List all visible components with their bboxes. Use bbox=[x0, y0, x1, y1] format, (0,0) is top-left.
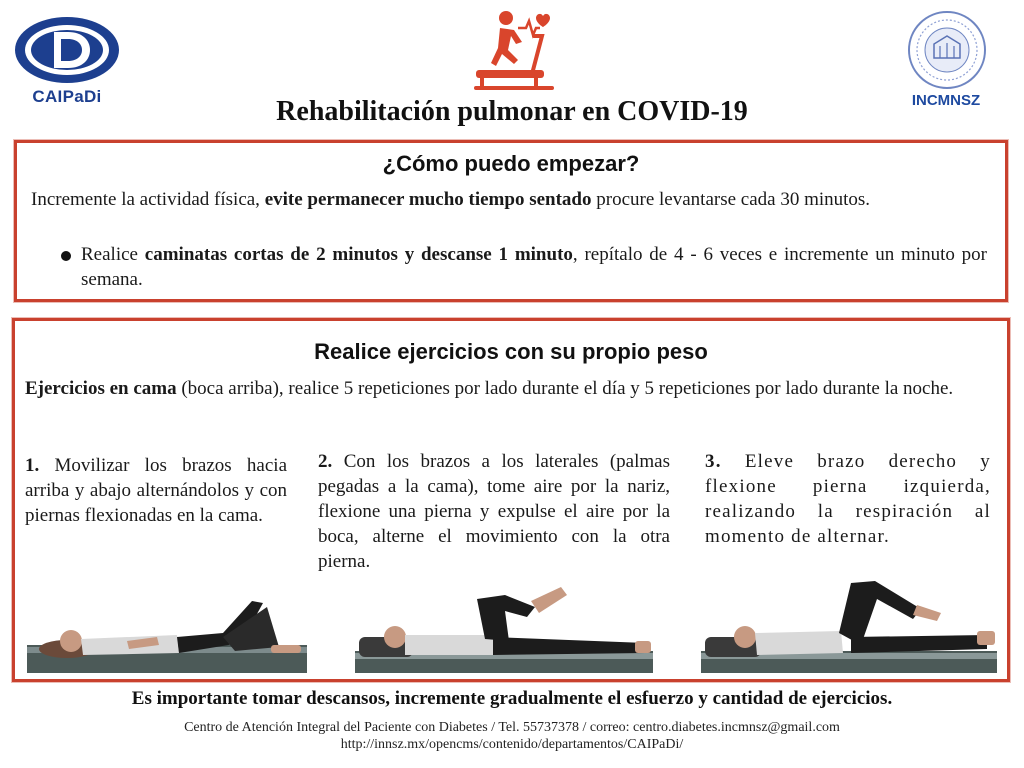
incmnsz-logo-text: INCMNSZ bbox=[911, 92, 981, 109]
bullet-dot-icon bbox=[61, 251, 71, 261]
exercise-text: Movilizar los brazos hacia arriba y abajo alternándolos y con piernas flexionadas en la cama. bbox=[25, 455, 287, 526]
exercise-text: Con los brazos a los laterales (palmas pegadas a la cama), tome aire por la nariz, flexione una pierna y expulse el aire por la boca, alterne el movimiento con la otra pierna. bbox=[318, 451, 670, 572]
exercise-1 bbox=[25, 453, 287, 528]
exercise-number: 3. bbox=[705, 451, 722, 472]
exercise-3 bbox=[705, 449, 991, 549]
intro-text-end: procure levantarse cada 30 minutos. bbox=[591, 189, 871, 210]
exercise-1-photo bbox=[27, 593, 307, 673]
page-title: Rehabilitación pulmonar en COVID-19 bbox=[276, 96, 748, 127]
exercise-number: 2. bbox=[318, 451, 333, 472]
exercises-intro bbox=[25, 376, 999, 401]
exercises-title: Realice ejercicios con su propio peso bbox=[314, 339, 708, 364]
bullet-text-bold: caminatas cortas de 2 minutos y descanse 1 minuto bbox=[144, 244, 573, 265]
intro-text-bold: evite permanecer mucho tiempo sentado bbox=[264, 189, 592, 210]
footer-contact: Centro de Atención Integral del Paciente con Diabetes / Tel. 55737378 / correo: centro.diabetes.incmnsz@gmail.com bbox=[184, 720, 840, 735]
exercises-box bbox=[12, 318, 1010, 682]
bullet-text-start: Realice bbox=[81, 244, 145, 265]
treadmill-icon bbox=[470, 8, 558, 92]
exercises-intro-bold: Ejercicios en cama bbox=[25, 378, 177, 399]
footer-url[interactable]: http://innsz.mx/opencms/contenido/departamentos/CAIPaDi/ bbox=[340, 737, 684, 752]
walking-bullet-text bbox=[81, 242, 987, 292]
caipadi-logo-text: CAIPaDi bbox=[32, 87, 102, 106]
incmnsz-seal bbox=[904, 10, 990, 90]
exercise-3-photo bbox=[701, 579, 997, 673]
exercise-2-photo bbox=[355, 579, 653, 673]
getting-started-box bbox=[14, 140, 1008, 302]
bullet-text-end: , repítalo de 4 - 6 veces e incremente un minuto por semana. bbox=[81, 244, 988, 290]
exercise-text: Eleve brazo derecho y flexione pierna izquierda, realizando la respiración al momento de alternar. bbox=[705, 451, 991, 547]
bottom-note: Es importante tomar descansos, incremente gradualmente el esfuerzo y cantidad de ejercicios. bbox=[131, 688, 893, 709]
exercise-number: 1. bbox=[25, 455, 40, 476]
exercise-2 bbox=[318, 449, 670, 574]
getting-started-title: ¿Cómo puedo empezar? bbox=[382, 151, 640, 176]
getting-started-intro bbox=[31, 187, 997, 212]
intro-text-start: Incremente la actividad física, bbox=[31, 189, 265, 210]
exercises-intro-text: (boca arriba), realice 5 repeticiones por lado durante el día y 5 repeticiones por lado durante la noche. bbox=[176, 378, 954, 399]
